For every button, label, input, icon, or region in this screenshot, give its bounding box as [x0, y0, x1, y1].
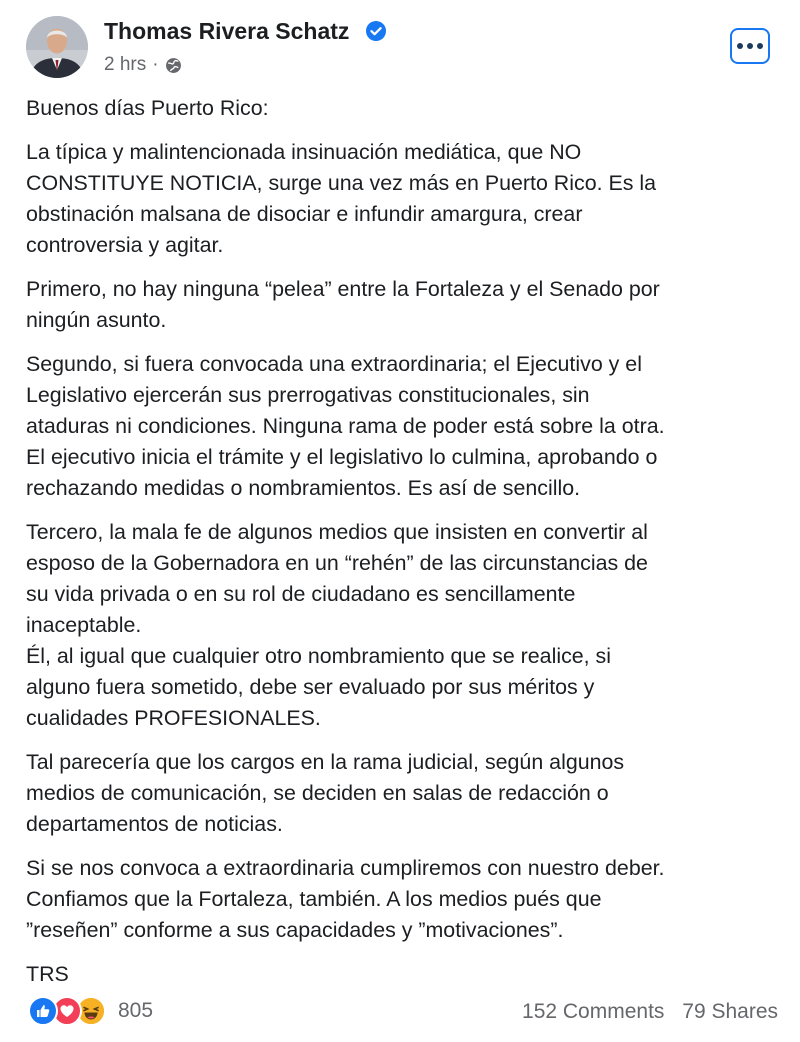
text-line: departamentos de noticias.: [26, 812, 283, 836]
text-line: ataduras ni condiciones. Ninguna rama de poder está sobre la otra.: [26, 414, 665, 438]
text-line: su vida privada o en su rol de ciudadano es sencillamente: [26, 582, 576, 606]
post-footer: [0, 992, 800, 1032]
text-line: controversia y agitar.: [26, 233, 224, 257]
text-line: ningún asunto.: [26, 308, 167, 332]
post-paragraph: [26, 274, 776, 336]
text-line: Legislativo ejercerán sus prerrogativas constitucionales, sin: [26, 383, 590, 407]
text-line: Él, al igual que cualquier otro nombramiento que se realice, si: [26, 644, 612, 668]
reaction-count: 805: [118, 999, 154, 1022]
post-paragraph: [26, 349, 776, 504]
text-line: Si se nos convoca a extraordinaria cumpliremos con nuestro deber.: [26, 856, 665, 880]
text-line: El ejecutivo inicia el trámite y el legislativo lo culmina, aprobando o: [26, 445, 658, 469]
text-line: esposo de la Gobernadora en un “rehén” de las circunstancias de: [26, 551, 648, 575]
text-line: ”reseñen” conforme a sus capacidades y ”motivaciones”.: [26, 918, 564, 942]
more-options-button[interactable]: [730, 28, 770, 64]
engagement-counts: [522, 1000, 778, 1024]
text-line: cualidades PROFESIONALES.: [26, 706, 321, 730]
post-paragraph: [26, 959, 776, 990]
text-line: obstinación malsana de disociar e infundir amargura, crear: [26, 202, 583, 226]
like-reaction-icon: [28, 996, 58, 1026]
post-body: [26, 93, 776, 1003]
text-line: medios de comunicación, se deciden en salas de redacción o: [26, 781, 609, 805]
post-paragraph: [26, 517, 776, 734]
meta-separator: ·: [152, 54, 159, 75]
signature: TRS: [26, 962, 69, 986]
text-line: CONSTITUYE NOTICIA, surge una vez más en Puerto Rico. Es la: [26, 171, 657, 195]
post-paragraph: [26, 853, 776, 946]
more-options-dot: [747, 43, 753, 49]
post-header: [0, 0, 800, 92]
reactions-summary[interactable]: [28, 996, 153, 1026]
post-timestamp[interactable]: 2 hrs: [104, 54, 147, 75]
globe-icon[interactable]: [165, 57, 182, 74]
text-line: Buenos días Puerto Rico:: [26, 96, 269, 120]
profile-photo-icon: [26, 16, 88, 78]
post-meta: [104, 54, 182, 76]
text-line: Tercero, la mala fe de algunos medios que insisten en convertir al: [26, 520, 648, 544]
more-options-icon: [737, 43, 743, 49]
text-line: rechazando medidas o nombramientos. Es así de sencillo.: [26, 476, 581, 500]
shares-count-link[interactable]: 79 Shares: [682, 1000, 778, 1023]
heart-icon: [59, 1003, 75, 1019]
post-paragraph: [26, 747, 776, 840]
thumbs-up-icon: [35, 1003, 51, 1019]
text-line: Segundo, si fuera convocada una extraordinaria; el Ejecutivo y el: [26, 352, 642, 376]
post-paragraph: [26, 93, 776, 124]
more-options-dot: [757, 43, 763, 49]
text-line: Confiamos que la Fortaleza, también. A los medios pués que: [26, 887, 602, 911]
text-line: Tal parecería que los cargos en la rama judicial, según algunos: [26, 750, 625, 774]
text-line: alguno fuera sometido, debe ser evaluado por sus méritos y: [26, 675, 595, 699]
verified-badge-icon: [366, 21, 386, 41]
text-line: Primero, no hay ninguna “pelea” entre la Fortaleza y el Senado por: [26, 277, 660, 301]
post-paragraph: [26, 137, 776, 261]
author-avatar[interactable]: [26, 16, 88, 78]
text-line: inaceptable.: [26, 613, 142, 637]
author-name[interactable]: Thomas Rivera Schatz: [104, 18, 350, 44]
comments-count-link[interactable]: 152 Comments: [522, 1000, 665, 1023]
text-line: La típica y malintencionada insinuación mediática, que NO: [26, 140, 582, 164]
